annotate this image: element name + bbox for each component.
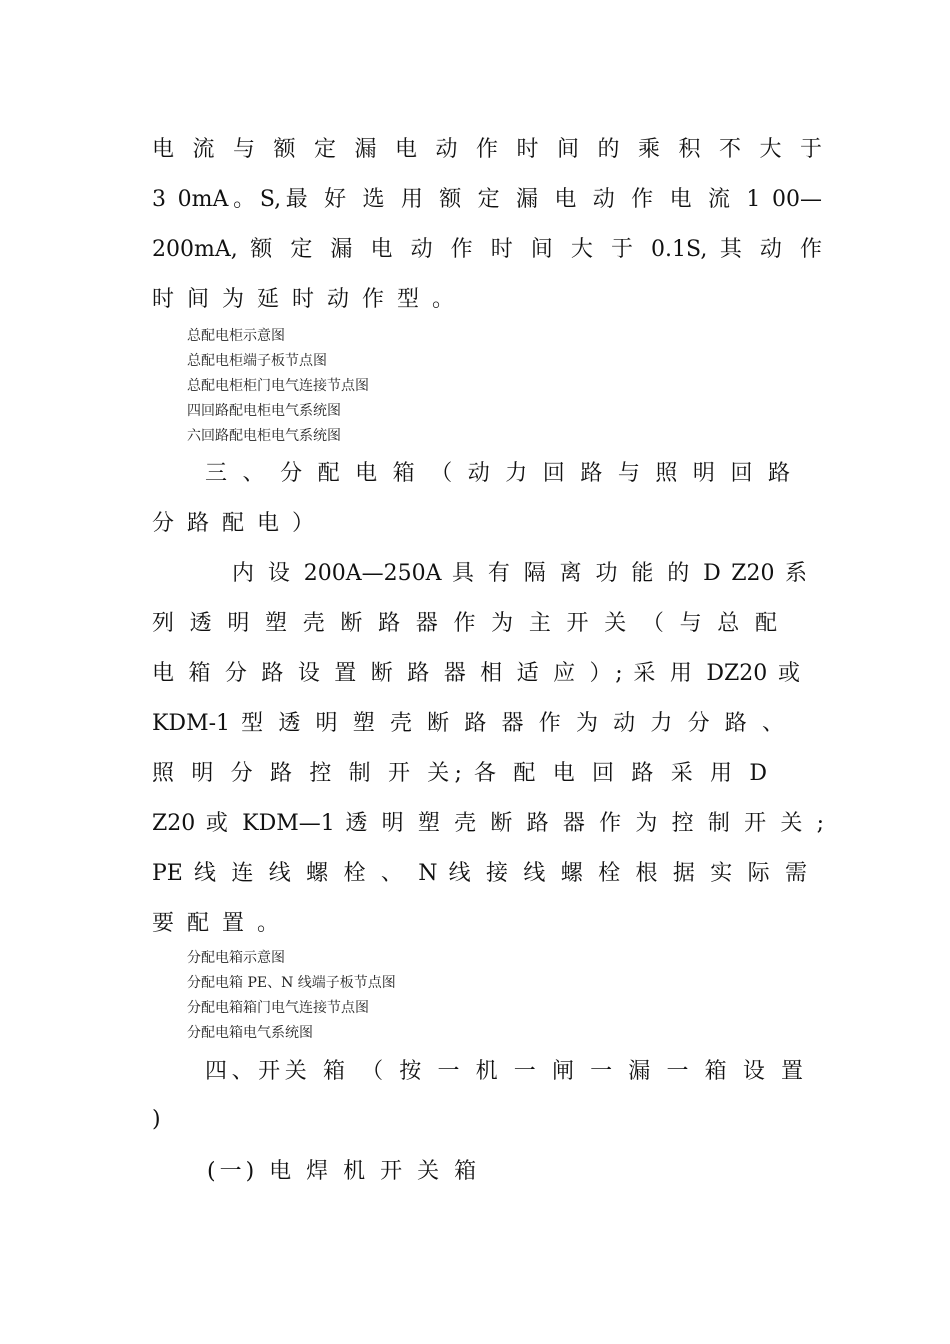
paragraph-line: KDM-1 型 透 明 塑 壳 断 路 器 作 为 动 力 分 路 、 [152, 711, 784, 736]
figure-caption: 总配电柜端子板节点图 [187, 353, 327, 369]
figure-caption: 总配电柜柜门电气连接节点图 [187, 378, 369, 394]
section-heading: 三 、 分 配 电 箱 （ 动 力 回 路 与 照 明 回 路 [205, 461, 790, 486]
paragraph-line: 要 配 置 。 [152, 911, 282, 936]
section-heading: ) [152, 1107, 161, 1132]
paragraph-line: 电 箱 分 路 设 置 断 路 器 相 适 应 ）; 采 用 DZ20 或 [152, 661, 800, 686]
figure-caption: 分配电箱箱门电气连接节点图 [187, 1000, 369, 1016]
figure-caption: 六回路配电柜电气系统图 [187, 428, 341, 444]
subsection-heading: (一) 电 焊 机 开 关 箱 [207, 1159, 481, 1184]
paragraph-line: 200mA, 额 定 漏 电 动 作 时 间 大 于 0.1S, 其 动 作 [152, 237, 822, 262]
section-heading: 四、开关 箱 （ 按 一 机 一 闸 一 漏 一 箱 设 置 [205, 1059, 803, 1084]
paragraph-line: Z20 或 KDM—1 透 明 塑 壳 断 路 器 作 为 控 制 开 关 ; [152, 811, 824, 836]
paragraph-line: 照 明 分 路 控 制 开 关; 各 配 电 回 路 采 用 D [152, 761, 767, 786]
figure-caption: 总配电柜示意图 [187, 328, 285, 344]
paragraph-line: 电 流 与 额 定 漏 电 动 作 时 间 的 乘 积 不 大 于 [152, 137, 822, 162]
paragraph-line: 列 透 明 塑 壳 断 路 器 作 为 主 开 关 （ 与 总 配 [152, 611, 777, 636]
paragraph-line: 内 设 200A—250A 具 有 隔 离 功 能 的 D Z20 系 [232, 561, 807, 586]
paragraph-line: 时 间 为 延 时 动 作 型 。 [152, 287, 457, 312]
paragraph-line: PE 线 连 线 螺 栓 、 N 线 接 线 螺 栓 根 据 实 际 需 [152, 861, 807, 886]
figure-caption: 分配电箱示意图 [187, 950, 285, 966]
figure-caption: 分配电箱电气系统图 [187, 1025, 313, 1041]
figure-caption: 分配电箱 PE、N 线端子板节点图 [187, 975, 396, 991]
figure-caption: 四回路配电柜电气系统图 [187, 403, 341, 419]
section-heading: 分 路 配 电 ） [152, 511, 317, 536]
paragraph-line: 3 0mA。S,最 好 选 用 额 定 漏 电 动 作 电 流 1 00— [152, 187, 822, 212]
